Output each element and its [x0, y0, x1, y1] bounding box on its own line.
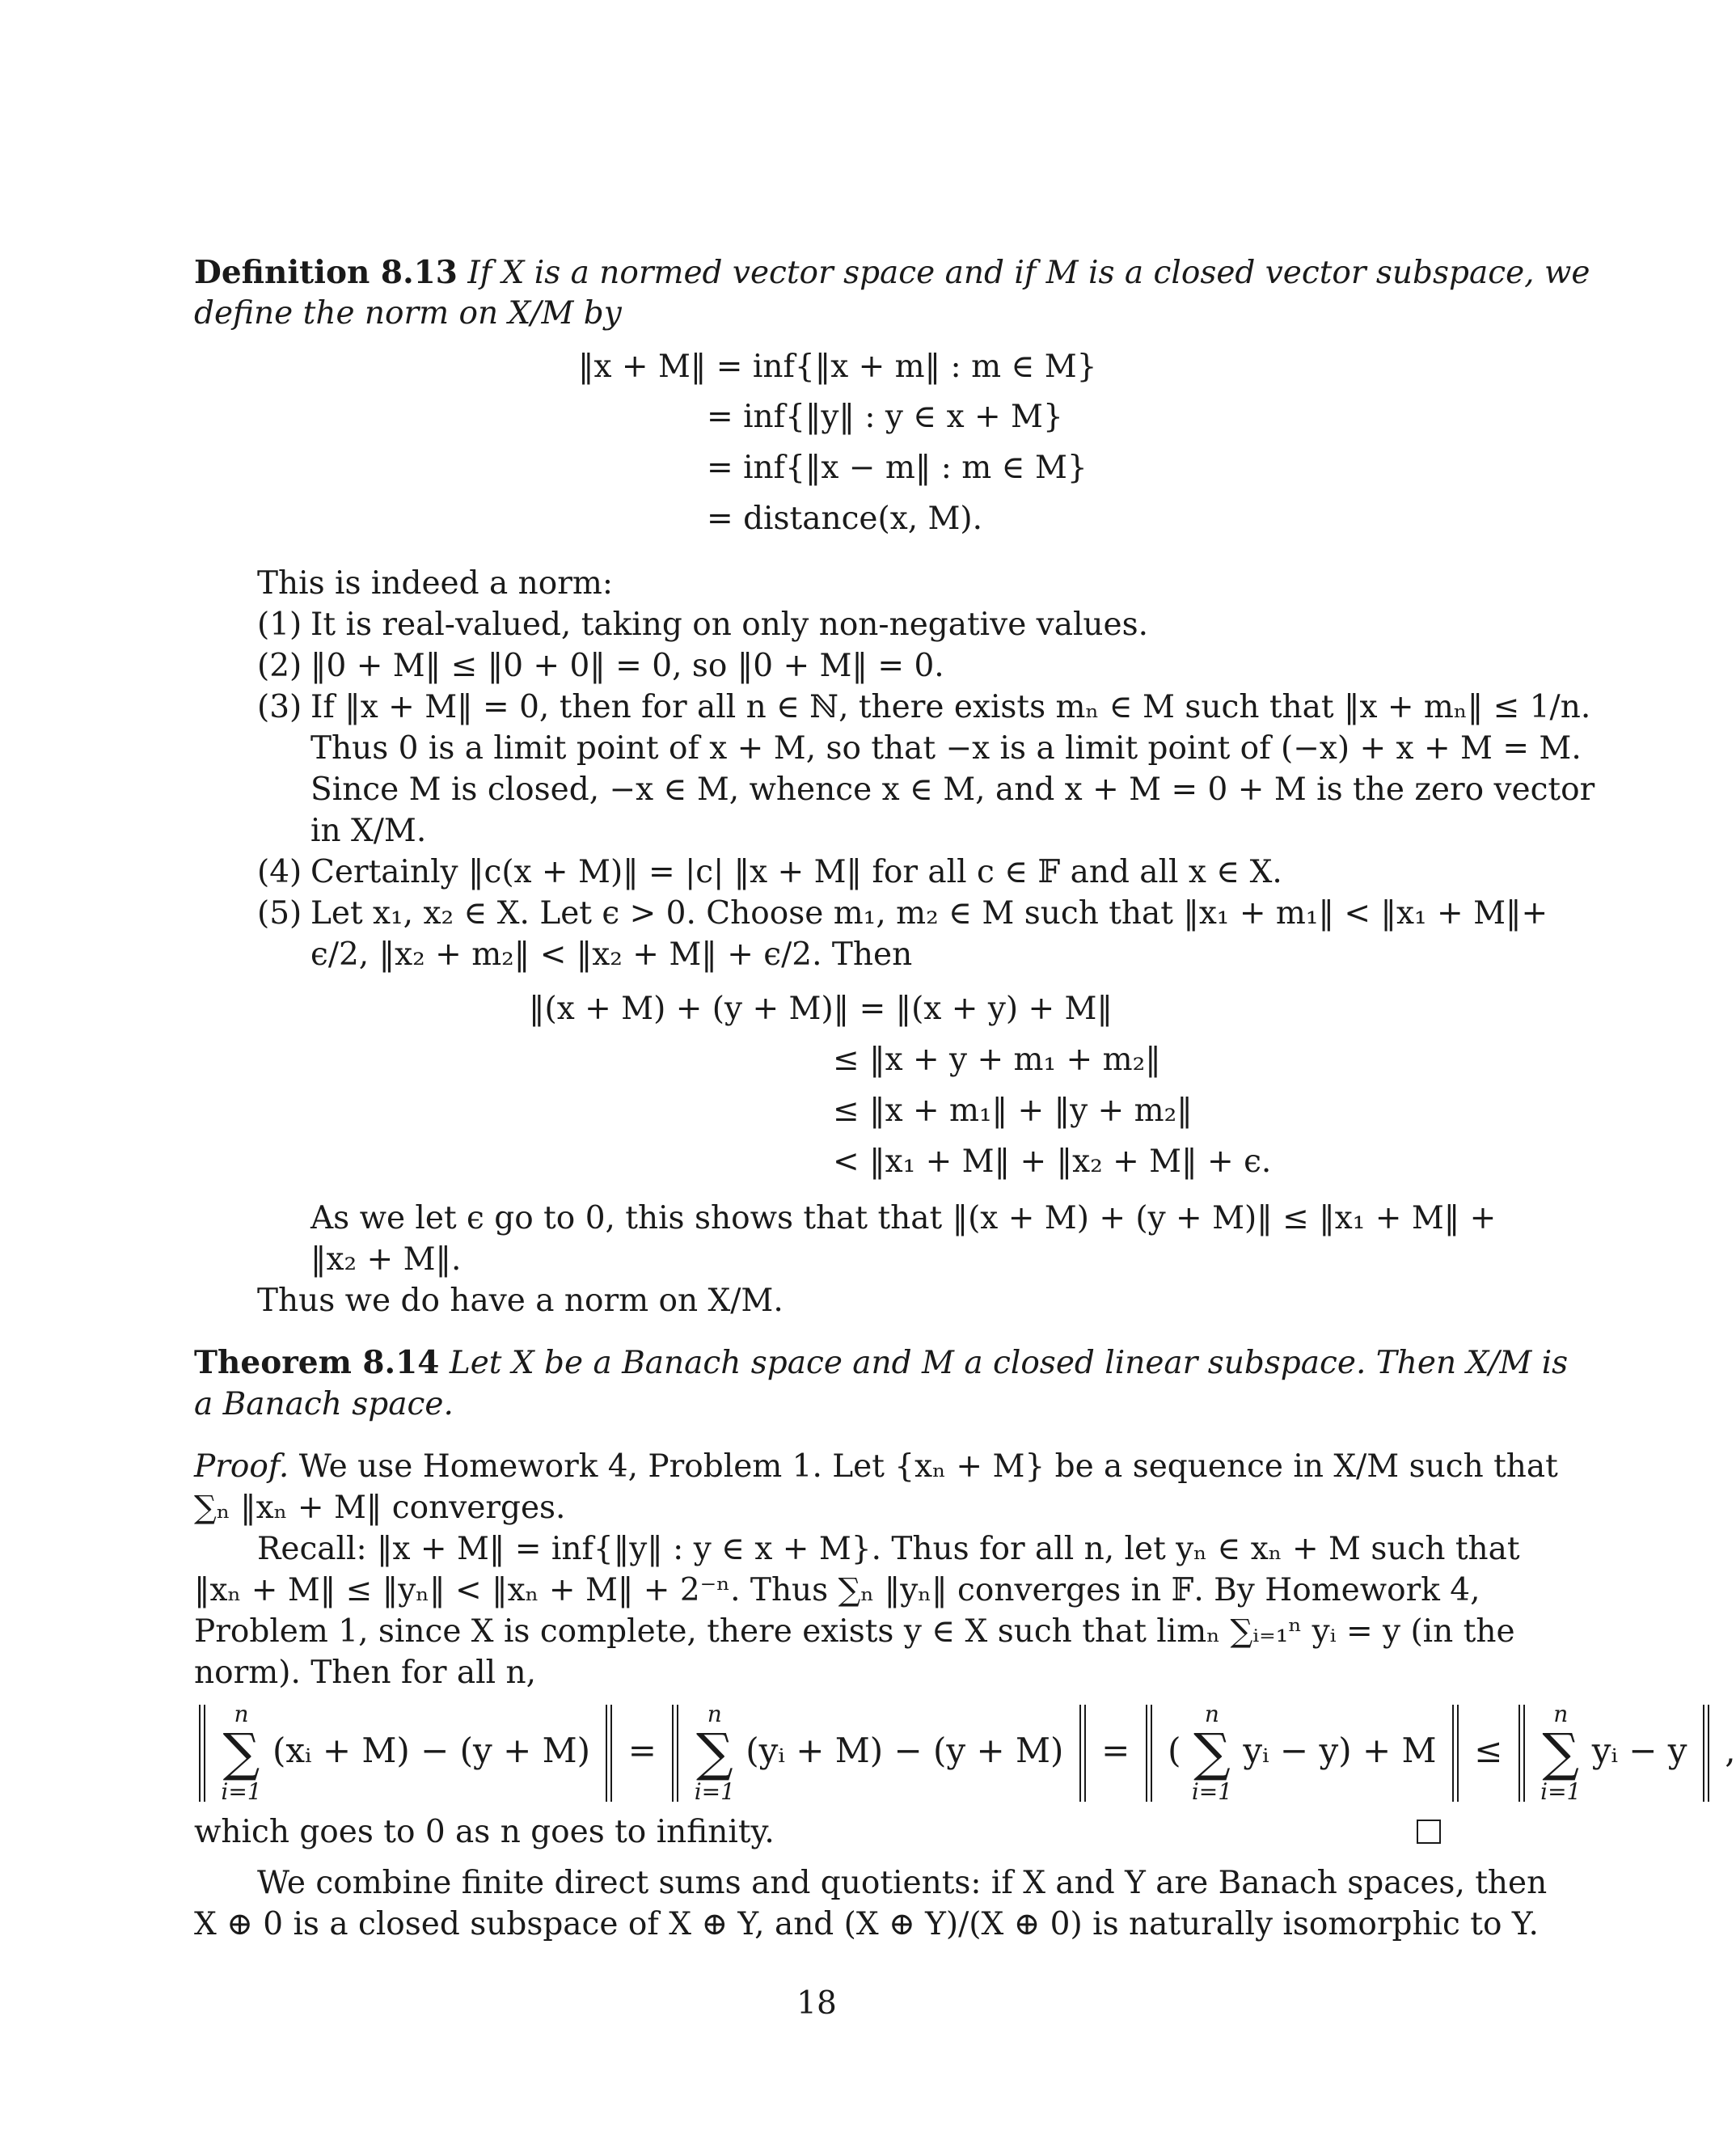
theorem-text-1: Let X be a Banach space and M a closed linear subspace. Then X/M is [449, 1345, 1569, 1381]
norm-bar [1703, 1705, 1709, 1802]
item-3-line-4: in X/M. [310, 813, 427, 849]
display-term-2: (yᵢ + M) − (y + M) [746, 1731, 1064, 1770]
theorem-line-1 [194, 1342, 1568, 1384]
sum-symbol: n ∑ i=1 [694, 1701, 735, 1805]
definition-text-1: If X is a normed vector space and if M is a closed vector subspace, we [467, 255, 1590, 291]
proof-line-6: norm). Then for all n, [194, 1655, 537, 1691]
item-4-line: Certainly ‖c(x + M)‖ = |c| ‖x + M‖ for all c ∈ 𝔽 and all x ∈ X. [310, 854, 1282, 890]
conclusion-line-1: As we let ϵ go to 0, this shows that that ‖(x + M) + (y + M)‖ ≤ ‖x₁ + M‖ + [310, 1200, 1497, 1236]
item-3-line-1: If ‖x + M‖ = 0, then for all n ∈ ℕ, there exists mₙ ∈ M such that ‖x + mₙ‖ ≤ 1/n. [310, 689, 1591, 725]
def-equation-1: ‖x + M‖ = inf{‖x + m‖ : m ∈ M} [578, 349, 1097, 385]
item-number: (4) [257, 854, 302, 890]
triangle-equation-1: ‖(x + M) + (y + M)‖ = ‖(x + y) + M‖ [529, 991, 1113, 1027]
triangle-equation-2: ≤ ‖x + y + m₁ + m₂‖ [833, 1042, 1161, 1078]
norm-intro: This is indeed a norm: [257, 565, 613, 602]
definition-line-1 [194, 252, 1590, 294]
item-number: (5) [257, 895, 302, 932]
def-equation-3: = inf{‖x − m‖ : m ∈ M} [707, 450, 1088, 486]
def-equation-2: = inf{‖y‖ : y ∈ x + M} [707, 399, 1063, 435]
norm-bar [606, 1705, 612, 1802]
sum-symbol: n ∑ i=1 [1191, 1701, 1233, 1805]
page [194, 0, 1736, 2143]
proof-line-1 [194, 1446, 1558, 1487]
item-2-line: ‖0 + M‖ ≤ ‖0 + 0‖ = 0, so ‖0 + M‖ = 0. [310, 648, 944, 684]
proof-text-1: We use Homework 4, Problem 1. Let {xₙ + M} be a sequence in X/M such that [298, 1448, 1558, 1485]
display-term-3: yᵢ − y) + M [1243, 1731, 1437, 1770]
item-number: (1) [257, 607, 302, 643]
definition-text-2: define the norm on X/M by [194, 295, 622, 332]
norm-bar [1146, 1705, 1152, 1802]
norm-bar [672, 1705, 678, 1802]
theorem-label: Theorem 8.14 [194, 1344, 440, 1381]
item-5-line-1: Let x₁, x₂ ∈ X. Let ϵ > 0. Choose m₁, m₂ ∈ M such that ‖x₁ + m₁‖ < ‖x₁ + M‖+ [310, 895, 1548, 932]
display-term-4: yᵢ − y [1591, 1731, 1687, 1770]
proof-label: Proof. [194, 1448, 289, 1485]
definition-label: Definition 8.13 [194, 254, 458, 291]
item-number: (2) [257, 648, 302, 684]
conclusion-line-2: ‖x₂ + M‖. [310, 1241, 462, 1278]
after-display: which goes to 0 as n goes to infinity. [194, 1814, 775, 1850]
display-paren: ( [1168, 1731, 1181, 1770]
proof-line-5: Problem 1, since X is complete, there exists y ∈ X such that limₙ ∑ᵢ₌₁ⁿ yᵢ = y (in the [194, 1613, 1515, 1650]
display-eq-1: = [627, 1731, 657, 1770]
proof-line-3: Recall: ‖x + M‖ = inf{‖y‖ : y ∈ x + M}. Thus for all n, let yₙ ∈ xₙ + M such that [257, 1531, 1520, 1567]
display-leq: ≤ [1474, 1731, 1503, 1770]
proof-line-2: ∑ₙ ‖xₙ + M‖ converges. [194, 1490, 566, 1526]
norm-outro: Thus we do have a norm on X/M. [257, 1283, 784, 1319]
qed-box-icon [1417, 1820, 1441, 1844]
item-5-line-2: ϵ/2, ‖x₂ + m₂‖ < ‖x₂ + M‖ + ϵ/2. Then [310, 936, 913, 973]
display-term-1: (xᵢ + M) − (y + M) [272, 1731, 591, 1770]
item-1-line: It is real-valued, taking on only non-negative values. [310, 607, 1149, 643]
triangle-equation-4: < ‖x₁ + M‖ + ‖x₂ + M‖ + ϵ. [833, 1143, 1272, 1180]
page-number: 18 [796, 1985, 837, 2022]
item-number: (3) [257, 689, 302, 725]
closing-line-2: X ⊕ 0 is a closed subspace of X ⊕ Y, and (X ⊕ Y)/(X ⊕ 0) is naturally isomorphic to Y. [194, 1906, 1539, 1942]
proof-line-4: ‖xₙ + M‖ ≤ ‖yₙ‖ < ‖xₙ + M‖ + 2⁻ⁿ. Thus ∑ₙ ‖yₙ‖ converges in 𝔽. By Homework 4, [194, 1572, 1480, 1608]
item-3-line-3: Since M is closed, −x ∈ M, whence x ∈ M, and x + M = 0 + M is the zero vector [310, 771, 1595, 808]
sum-symbol: n ∑ i=1 [1540, 1701, 1582, 1805]
display-equation [194, 1698, 1736, 1808]
norm-bar [1518, 1705, 1525, 1802]
display-eq-2: = [1101, 1731, 1130, 1770]
norm-bar [1079, 1705, 1086, 1802]
display-comma: , [1725, 1731, 1736, 1770]
theorem-text-2: a Banach space. [194, 1386, 454, 1422]
closing-line-1: We combine finite direct sums and quotients: if X and Y are Banach spaces, then [257, 1865, 1548, 1901]
norm-bar [1452, 1705, 1459, 1802]
sum-symbol: n ∑ i=1 [221, 1701, 262, 1805]
def-equation-4: = distance(x, M). [707, 501, 983, 537]
norm-bar [199, 1705, 205, 1802]
triangle-equation-3: ≤ ‖x + m₁‖ + ‖y + m₂‖ [833, 1093, 1193, 1129]
item-3-line-2: Thus 0 is a limit point of x + M, so that −x is a limit point of (−x) + x + M = M. [310, 730, 1582, 767]
